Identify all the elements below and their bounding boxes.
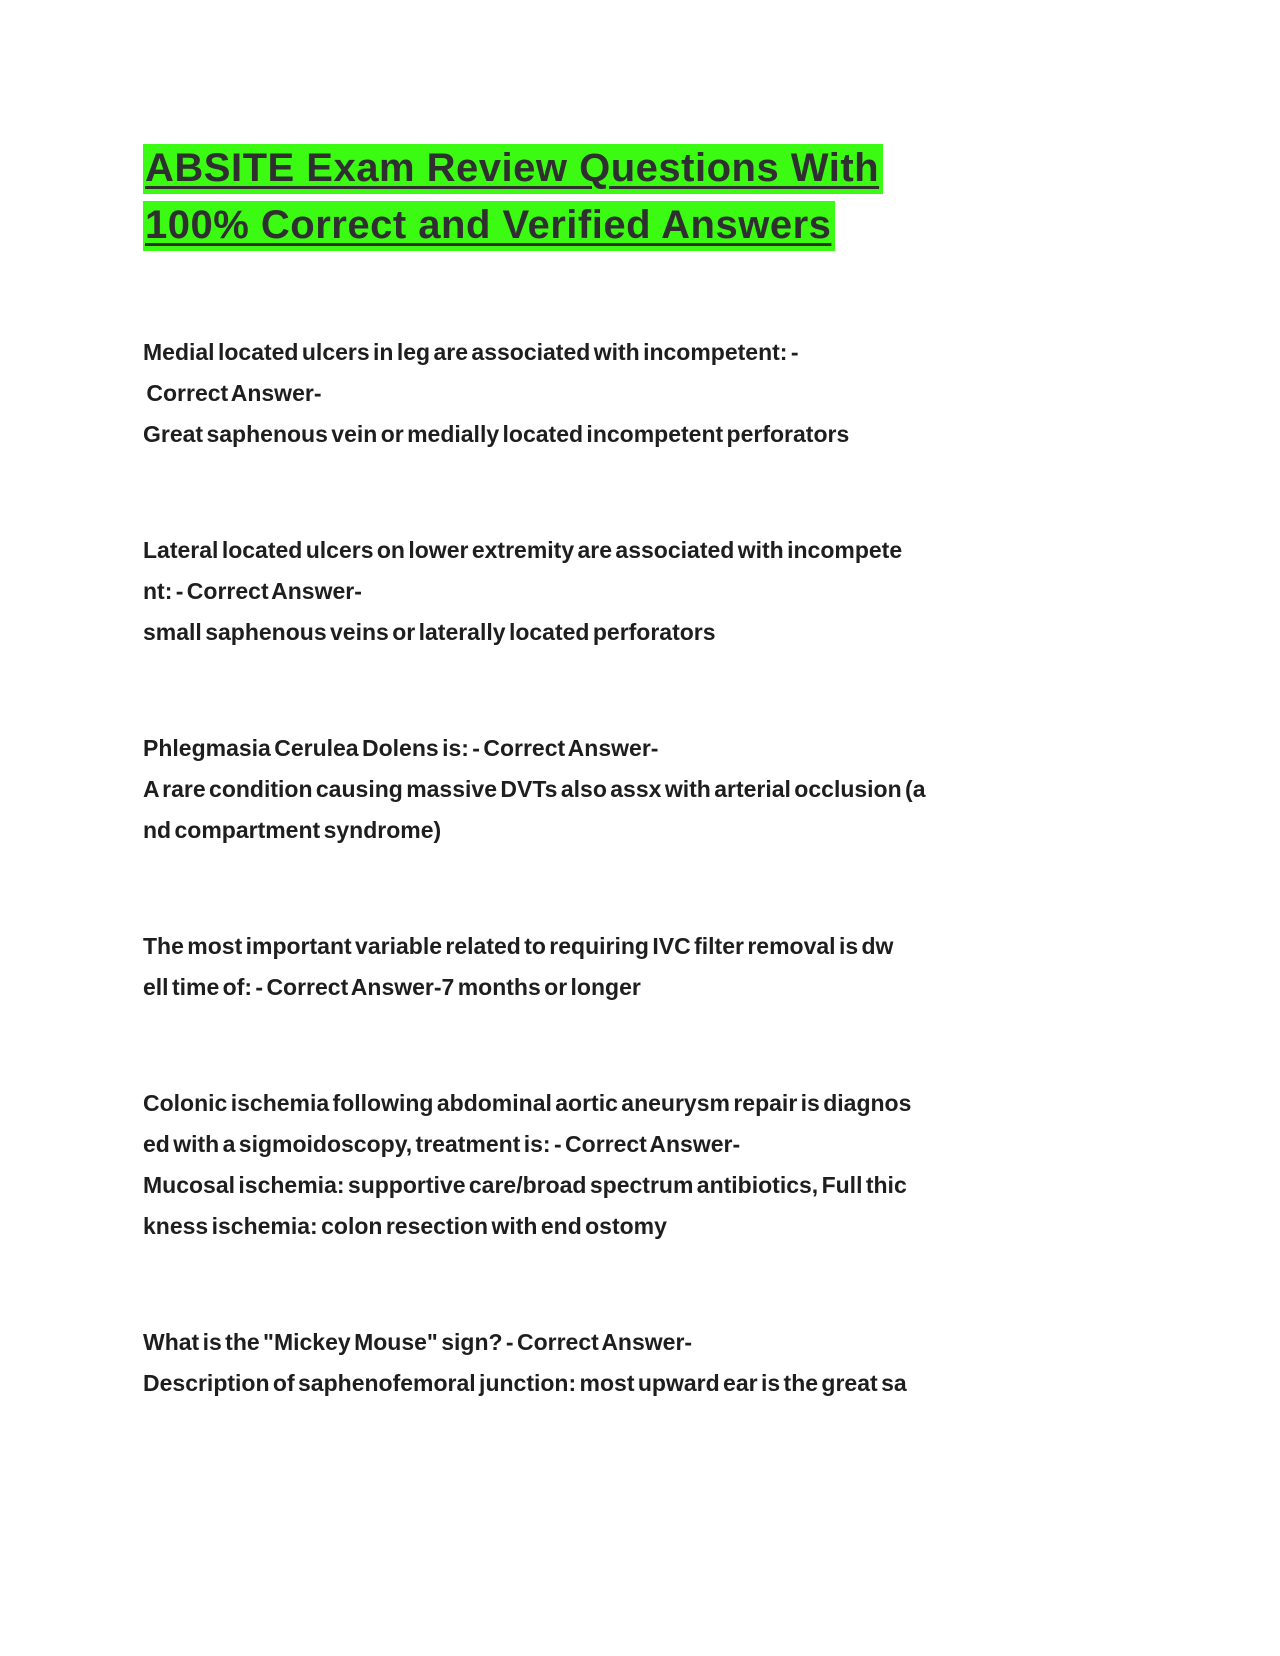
qa-line: Phlegmasia Cerulea Dolens is: - Correct Answer- (143, 734, 659, 761)
qa-line: kness ischemia: colon resection with end ostomy (143, 1212, 667, 1239)
qa-line: Correct Answer- (143, 379, 322, 406)
qa-line: Lateral located ulcers on lower extremity are associated with incompete (143, 536, 903, 563)
title-line-1: ABSITE Exam Review Questions With (143, 144, 883, 194)
qa-line: nd compartment syndrome) (143, 816, 442, 843)
title-line-wrapper (143, 197, 1135, 254)
title-line-2: 100% Correct and Verified Answers (143, 201, 835, 251)
title-line-wrapper (143, 140, 1135, 197)
qa-block (143, 1322, 1135, 1404)
qa-line: Colonic ischemia following abdominal aortic aneurysm repair is diagnos (143, 1089, 912, 1116)
qa-line: Description of saphenofemoral junction: most upward ear is the great sa (143, 1369, 907, 1396)
qa-block (143, 332, 1135, 455)
document-title (143, 140, 1135, 254)
qa-block (143, 926, 1135, 1008)
qa-line: Great saphenous vein or medially located incompetent perforators (143, 420, 850, 447)
document-body (143, 332, 1135, 1404)
qa-line: A rare condition causing massive DVTs also assx with arterial occlusion (a (143, 775, 926, 802)
qa-block (143, 530, 1135, 653)
qa-line: small saphenous veins or laterally located perforators (143, 618, 716, 645)
qa-block (143, 1083, 1135, 1247)
qa-block (143, 728, 1135, 851)
qa-line: What is the "Mickey Mouse" sign? - Correct Answer- (143, 1328, 693, 1355)
qa-line: The most important variable related to requiring IVC filter removal is dw (143, 932, 894, 959)
qa-line: Medial located ulcers in leg are associated with incompetent: - (143, 338, 799, 365)
qa-line: ell time of: - Correct Answer-7 months or longer (143, 973, 641, 1000)
qa-line: ed with a sigmoidoscopy, treatment is: - Correct Answer- (143, 1130, 741, 1157)
qa-line: nt: - Correct Answer- (143, 577, 362, 604)
qa-line: Mucosal ischemia: supportive care/broad spectrum antibiotics, Full thic (143, 1171, 907, 1198)
